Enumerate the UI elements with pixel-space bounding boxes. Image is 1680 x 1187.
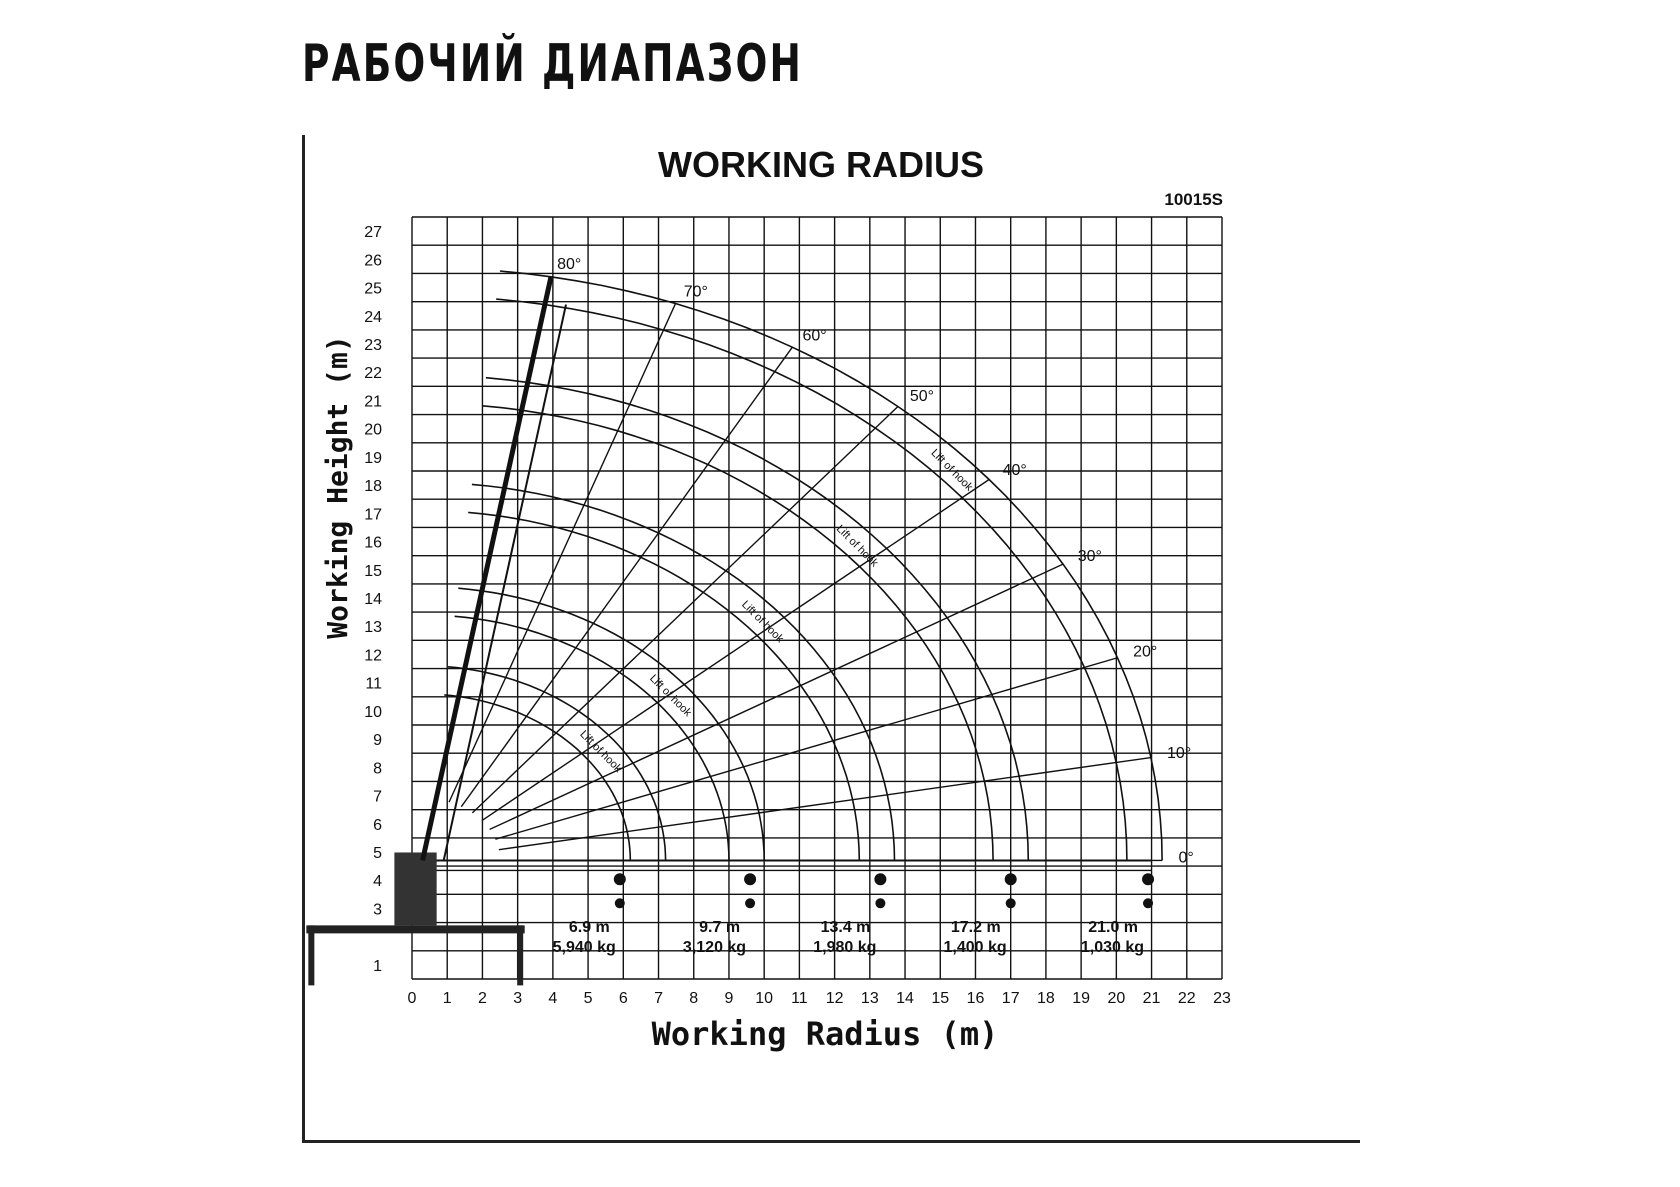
hook-marker [874, 873, 886, 885]
angle-label: 20° [1133, 643, 1158, 661]
y-tick-label: 4 [373, 873, 382, 891]
x-tick-label: 8 [689, 990, 699, 1007]
x-tick-label: 18 [1037, 990, 1055, 1007]
angle-label: 30° [1077, 548, 1102, 566]
y-tick-label: 22 [364, 365, 382, 383]
y-tick-label: 17 [364, 506, 382, 524]
x-axis-title: Working Radius (m) [651, 1015, 999, 1053]
y-tick-label: 20 [364, 421, 382, 439]
y-tick-label: 23 [364, 337, 382, 354]
chart-title: WORKING RADIUS [658, 144, 984, 185]
chart-model-label: 10015S [1164, 190, 1223, 209]
angle-ray [461, 347, 792, 806]
hook-marker [614, 873, 626, 885]
load-label: 1,400 kg [943, 938, 1007, 956]
hook-weight-marker [1143, 898, 1153, 908]
radius-label: 9.7 m [699, 919, 741, 937]
hook-arc [482, 406, 993, 861]
angle-label: 0° [1178, 849, 1194, 867]
outrigger-leg-left [308, 925, 314, 985]
x-tick-label: 9 [724, 990, 734, 1007]
x-tick-label: 0 [407, 990, 417, 1007]
y-tick-label: 16 [364, 534, 382, 552]
load-label: 1,030 kg [1080, 938, 1145, 956]
angle-label: 70° [683, 283, 708, 301]
y-tick-label: 6 [373, 816, 382, 834]
x-tick-label: 20 [1107, 990, 1126, 1007]
y-tick-label: 9 [373, 732, 382, 750]
y-tick-label: 27 [364, 224, 382, 242]
radius-label: 13.4 m [820, 919, 871, 937]
y-tick-label: 15 [364, 562, 382, 580]
angle-label: 50° [909, 387, 935, 405]
y-tick-label: 5 [373, 845, 382, 862]
x-tick-label: 7 [654, 990, 663, 1007]
y-tick-label: 3 [373, 901, 382, 919]
angle-label: 60° [802, 327, 827, 345]
x-tick-label: 23 [1213, 990, 1231, 1007]
outrigger-leg-right [517, 925, 523, 985]
y-tick-label: 8 [373, 760, 382, 778]
load-label: 5,940 kg [552, 938, 616, 956]
radius-label: 6.9 m [568, 919, 610, 937]
lift-of-hook-note: Lift of hook [647, 672, 694, 720]
y-tick-label: 21 [364, 393, 382, 411]
y-tick-label: 25 [364, 280, 382, 298]
angle-label: 10° [1167, 744, 1192, 762]
radius-label: 17.2 m [950, 919, 1001, 937]
x-tick-label: 3 [513, 990, 523, 1007]
lift-of-hook-note: Lift of hook [833, 522, 881, 570]
x-tick-label: 5 [583, 990, 593, 1007]
x-tick-label: 17 [1001, 990, 1020, 1007]
y-tick-label: 14 [364, 591, 382, 608]
angle-label: 80° [557, 256, 582, 274]
lift-of-hook-note: Lift of hook [739, 598, 786, 646]
boom-at-80-degrees [423, 277, 551, 861]
x-tick-label: 15 [931, 990, 950, 1007]
x-tick-label: 22 [1177, 990, 1196, 1007]
load-label: 3,120 kg [682, 938, 747, 956]
y-tick-label: 10 [364, 703, 382, 721]
hook-marker [1005, 873, 1017, 885]
y-tick-label: 24 [364, 308, 382, 326]
y-axis-title: Working Height (m) [321, 335, 354, 639]
hook-marker [1142, 873, 1154, 885]
angle-label: 40° [1002, 462, 1027, 480]
x-tick-label: 19 [1072, 990, 1091, 1007]
y-tick-label: 19 [364, 449, 382, 467]
hook-weight-marker [875, 898, 885, 908]
radius-label: 21.0 m [1088, 919, 1139, 937]
x-tick-label: 2 [477, 990, 487, 1007]
load-label: 1,980 kg [813, 938, 877, 956]
lift-of-hook-note: Lift of hook [928, 447, 976, 494]
outrigger-beam [306, 925, 524, 933]
hook-weight-marker [615, 898, 625, 908]
x-tick-label: 14 [896, 990, 914, 1007]
hook-marker [744, 873, 756, 885]
y-tick-label: 26 [364, 252, 382, 270]
x-tick-label: 13 [860, 990, 879, 1007]
working-radius-chart [305, 135, 1363, 1143]
x-tick-label: 11 [791, 990, 808, 1007]
angle-ray [499, 758, 1151, 850]
y-tick-label: 13 [364, 619, 382, 637]
page-heading: РАБОЧИЙ ДИАПАЗОН [302, 34, 804, 94]
x-tick-label: 1 [442, 990, 452, 1007]
x-tick-label: 16 [966, 990, 985, 1007]
x-tick-label: 12 [825, 990, 844, 1007]
y-tick-label: 18 [364, 478, 382, 496]
y-tick-label: 12 [364, 647, 382, 665]
x-tick-label: 4 [548, 990, 558, 1007]
hook-weight-marker [745, 898, 755, 908]
figure-frame [302, 135, 1360, 1143]
y-tick-label: 11 [365, 675, 382, 693]
hook-arc [496, 299, 1127, 860]
x-tick-label: 6 [618, 990, 628, 1007]
x-tick-label: 21 [1142, 990, 1161, 1007]
crane-column [394, 852, 436, 925]
y-tick-label: 7 [373, 788, 382, 806]
lift-of-hook-note: Lift of hook [577, 728, 624, 775]
y-tick-label: 1 [373, 957, 382, 975]
x-tick-label: 10 [755, 990, 774, 1007]
hook-weight-marker [1006, 898, 1016, 908]
